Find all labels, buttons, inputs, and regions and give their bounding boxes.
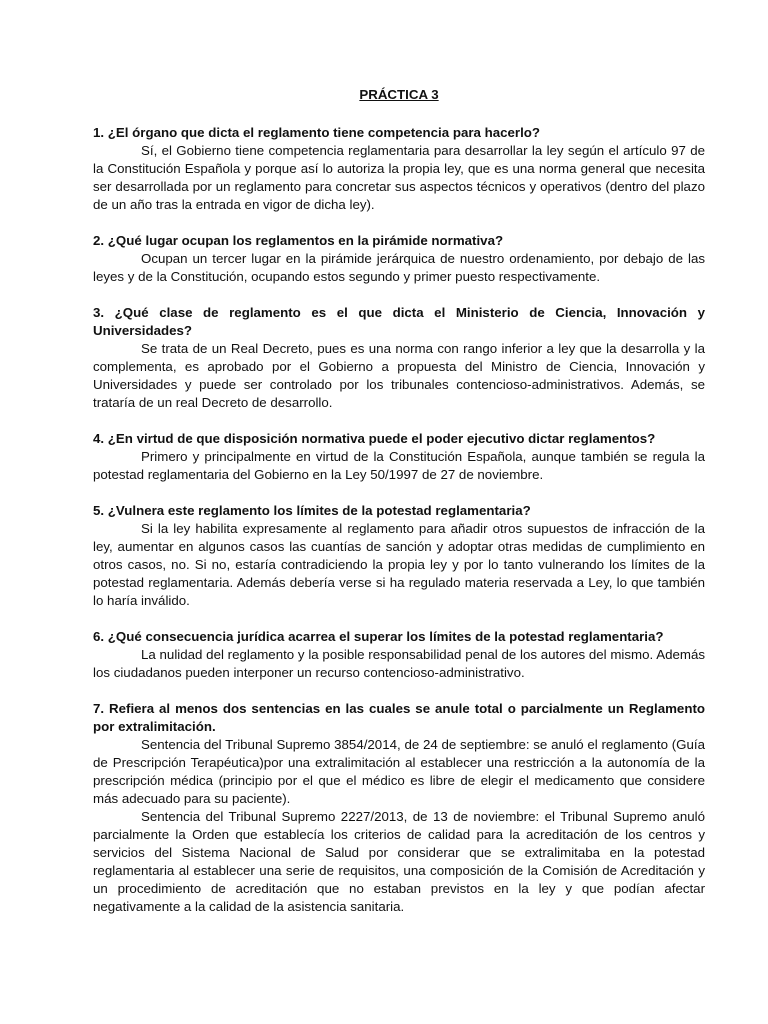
section-3 (93, 304, 705, 412)
question-1: 1. ¿El órgano que dicta el reglamento tiene competencia para hacerlo? (93, 125, 541, 140)
document-title: PRÁCTICA 3 (359, 87, 439, 102)
document-page (93, 86, 705, 934)
question-4: 4. ¿En virtud de que disposición normativa puede el poder ejecutivo dictar reglamentos? (93, 431, 656, 446)
section-7 (93, 700, 705, 916)
answer-1: Sí, el Gobierno tiene competencia reglamentaria para desarrollar la ley según el artículo 97 de la Constitución Española y porque así lo autoriza la propia ley, que es una norma general que necesita ser desarrollada por un reglamento para concretar sus aspectos técnicos y operativos (dentro del plazo de un año tras la entrada en vigor de dicha ley). (93, 143, 705, 212)
section-4 (93, 430, 705, 484)
question-5: 5. ¿Vulnera este reglamento los límites de la potestad reglamentaria? (93, 503, 531, 518)
question-3: 3. ¿Qué clase de reglamento es el que dicta el Ministerio de Ciencia, Innovación y Universidades? (93, 305, 705, 338)
answer-3: Se trata de un Real Decreto, pues es una norma con rango inferior a ley que la desarrolla y la complementa, es aprobado por el Gobierno a propuesta del Ministro de Ciencia, Innovación y Universidades y puede ser controlado por los tribunales contencioso-administrativos. Además, se trataría de un real Decreto de desarrollo. (93, 341, 705, 410)
section-5 (93, 502, 705, 610)
section-1 (93, 124, 705, 214)
answer-5: Si la ley habilita expresamente al reglamento para añadir otros supuestos de infracción de la ley, aumentar en algunos casos las cuantías de sanción y adoptar otras medidas de cumplimiento en otros casos, no. Si no, estaría contradiciendo la propia ley y por lo tanto vulnerando los límites de la potestad reglamentaria. Además debería verse si ha regulado materia reservada a Ley, lo que también lo haría inválido. (93, 521, 705, 608)
section-6 (93, 628, 705, 682)
question-2: 2. ¿Qué lugar ocupan los reglamentos en la pirámide normativa? (93, 233, 504, 248)
answer-7a: Sentencia del Tribunal Supremo 3854/2014, de 24 de septiembre: se anuló el reglamento (Guía de Prescripción Terapéutica)por una extralimitación al establecer una restricción a la autonomía de la prescripción médica (principio por el que el médico es libre de elegir el medicamento que considere más adecuado para su paciente). (93, 737, 705, 806)
section-2 (93, 232, 705, 286)
answer-6: La nulidad del reglamento y la posible responsabilidad penal de los autores del mismo. Además los ciudadanos pueden interponer un recurso contencioso-administrativo. (93, 647, 705, 680)
answer-2: Ocupan un tercer lugar en la pirámide jerárquica de nuestro ordenamiento, por debajo de las leyes y de la Constitución, ocupando estos segundo y primer puesto respectivamente. (93, 251, 705, 284)
answer-7b: Sentencia del Tribunal Supremo 2227/2013, de 13 de noviembre: el Tribunal Supremo anuló parcialmente la Orden que establecía los criterios de calidad para la acreditación de los centros y servicios del Sistema Nacional de Salud por considerar que se extralimitaba en la potestad reglamentaria al establecer una serie de requisitos, una composición de la Comisión de Acreditación y un procedimiento de acreditación que no estaban previstos en la ley y que podían afectar negativamente a la calidad de la asistencia sanitaria. (93, 809, 705, 914)
answer-4: Primero y principalmente en virtud de la Constitución Española, aunque también se regula la potestad reglamentaria del Gobierno en la Ley 50/1997 de 27 de noviembre. (93, 449, 705, 482)
question-7: 7. Refiera al menos dos sentencias en las cuales se anule total o parcialmente un Reglamento por extralimitación. (93, 701, 705, 734)
question-6: 6. ¿Qué consecuencia jurídica acarrea el superar los límites de la potestad reglamentaria? (93, 629, 664, 644)
